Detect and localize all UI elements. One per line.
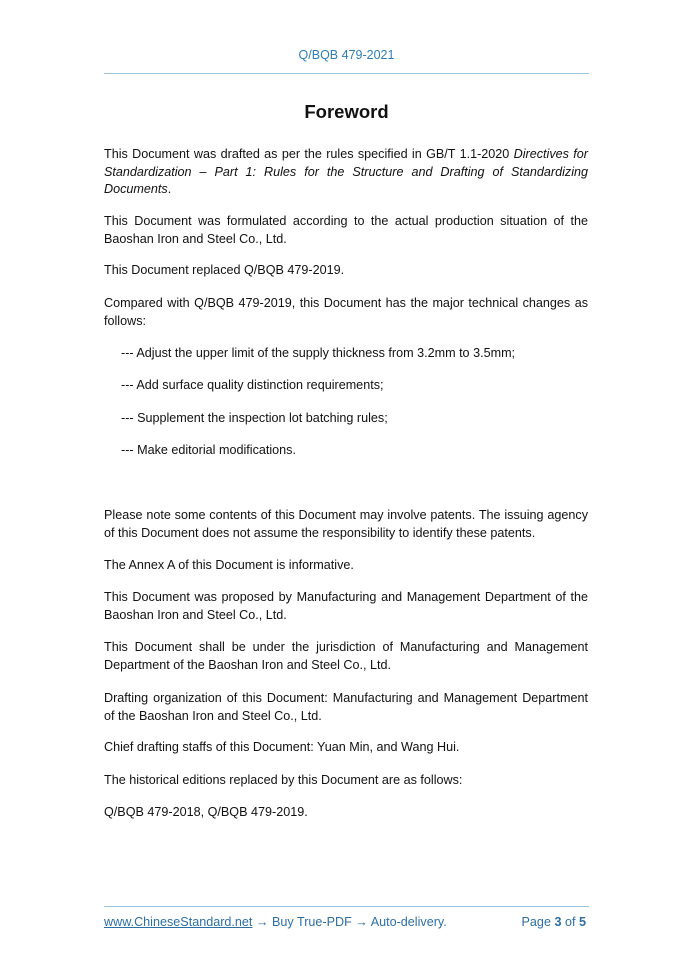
paragraph-formulated: This Document was formulated according to the actual production situation of the Baoshan Iron and Steel Co., Ltd.: [104, 214, 588, 246]
change-item: --- Supplement the inspection lot batching rules;: [121, 411, 388, 425]
paragraph-drafting-rules: [104, 146, 588, 199]
footer: [104, 915, 586, 929]
paragraph-proposed: This Document was proposed by Manufacturing and Management Department of the Baoshan Iron and Steel Co., Ltd.: [104, 590, 588, 622]
paragraph-historical-editions: Q/BQB 479-2018, Q/BQB 479-2019.: [104, 805, 308, 819]
page-total: 5: [578, 915, 586, 929]
paragraph-changes-intro: Compared with Q/BQB 479-2019, this Document has the major technical changes as follows:: [104, 296, 588, 328]
header-rule: [104, 73, 589, 74]
header-doc-code: Q/BQB 479-2021: [298, 48, 395, 62]
promo-text: → Buy True-PDF → Auto-delivery.: [252, 915, 447, 929]
paragraph-drafting-org: Drafting organization of this Document: Manufacturing and Management Department of the Baoshan Iron and Steel Co., Ltd.: [104, 691, 588, 723]
change-item: --- Adjust the upper limit of the supply thickness from 3.2mm to 3.5mm;: [121, 346, 516, 360]
page-indicator: [522, 915, 586, 929]
paragraph-replaced: This Document replaced Q/BQB 479-2019.: [104, 263, 345, 277]
paragraph-patents: Please note some contents of this Document may involve patents. The issuing agency of this Document does not assume the responsibility to identify these patents.: [104, 508, 588, 540]
of-label: of: [561, 915, 579, 929]
change-item: --- Add surface quality distinction requirements;: [121, 378, 384, 392]
change-item: --- Make editorial modifications.: [121, 443, 296, 457]
text: .: [167, 182, 172, 197]
chinesestandard-link[interactable]: www.ChineseStandard.net: [104, 915, 253, 929]
paragraph-drafting-staff: Chief drafting staffs of this Document: Yuan Min, and Wang Hui.: [104, 740, 460, 754]
paragraph-annex: The Annex A of this Document is informative.: [104, 558, 354, 572]
page-label: Page: [521, 915, 555, 929]
italic-title: Directives for Standardization – Part 1: Rules for the Structure and Drafting of Standardizing Documents: [104, 147, 588, 197]
page-title: Foreword: [304, 101, 389, 122]
page-current: 3: [554, 915, 562, 929]
footer-rule: [104, 906, 589, 907]
paragraph-historical-intro: The historical editions replaced by this Document are as follows:: [104, 773, 463, 787]
text: This Document was drafted as per the rules specified in GB/T 1.1-2020: [104, 147, 514, 161]
footer-promo: [104, 915, 447, 929]
paragraph-jurisdiction: This Document shall be under the jurisdiction of Manufacturing and Management Department of the Baoshan Iron and Steel Co., Ltd.: [104, 640, 588, 672]
